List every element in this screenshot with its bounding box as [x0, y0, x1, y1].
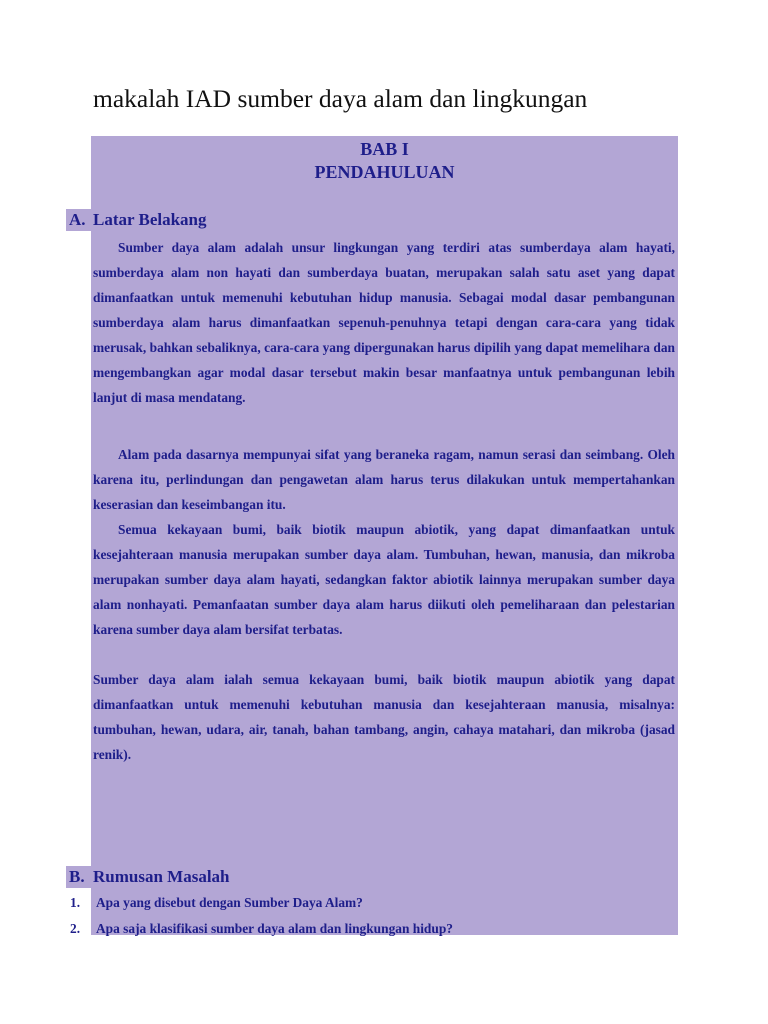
- section-a-heading: [66, 209, 209, 231]
- paragraph-3: Semua kekayaan bumi, baik biotik maupun abiotik, yang dapat dimanfaatkan untuk kesejahteraan manusia merupakan sumber daya alam. Tumbuhan, hewan, manusia, dan mikroba merupakan sumber daya alam hayati, sedangkan faktor abiotik lainnya merupakan sumber daya alam nonhayati. Pemanfaatan sumber daya alam harus diikuti oleh pemeliharaan dan pelestarian karena sumber daya alam bersifat terbatas.: [93, 522, 675, 637]
- list-item-text: Apa saja klasifikasi sumber daya alam dan lingkungan hidup?: [96, 921, 453, 936]
- paragraph-2: Alam pada dasarnya mempunyai sifat yang beraneka ragam, namun serasi dan seimbang. Oleh karena itu, perlindungan dan pengawetan alam harus terus dilakukan untuk mempertahankan keserasian dan keseimbangan itu.: [93, 447, 675, 512]
- list-item: [70, 890, 670, 916]
- chapter-number: BAB I: [360, 139, 409, 159]
- section-a-letter: A.: [69, 210, 86, 229]
- section-a-title: Latar Belakang: [93, 210, 207, 229]
- paragraph-4: Sumber daya alam ialah semua kekayaan bumi, baik biotik maupun abiotik yang dapat dimanfaatkan untuk memenuhi kebutuhan manusia dan kesejahteraan manusia, misalnya: tumbuhan, hewan, udara, air, tanah, bahan tambang, angin, cahaya matahari, dan mikroba (jasad renik).: [93, 672, 675, 762]
- section-b-heading: [66, 866, 232, 888]
- paragraph-1: Sumber daya alam adalah unsur lingkungan yang terdiri atas sumberdaya alam hayati, sumberdaya alam non hayati dan sumberdaya buatan, merupakan salah satu aset yang dapat dimanfaatkan untuk memenuhi kebutuhan hidup manusia. Sebagai modal dasar pembangunan sumberdaya alam harus dimanfaatkan sepenuh-penuhnya tetapi dengan cara-cara yang tidak merusak, bahkan sebaliknya, cara-cara yang dipergunakan harus dipilih yang dapat memelihara dan mengembangkan agar modal dasar tersebut makin besar manfaatnya untuk pembangunan lebih lanjut di masa mendatang.: [93, 240, 675, 405]
- list-item-number: 1.: [70, 895, 81, 910]
- list-item-text: Apa yang disebut dengan Sumber Daya Alam?: [96, 895, 363, 910]
- document-title: makalah IAD sumber daya alam dan lingkungan: [93, 84, 588, 113]
- list-item-number: 2.: [70, 921, 81, 936]
- chapter-heading: [91, 138, 678, 184]
- list-item: [70, 916, 670, 942]
- question-list: [70, 890, 670, 942]
- chapter-title: PENDAHULUAN: [314, 162, 455, 182]
- section-b-title: Rumusan Masalah: [93, 867, 230, 886]
- section-b-letter: B.: [69, 867, 85, 886]
